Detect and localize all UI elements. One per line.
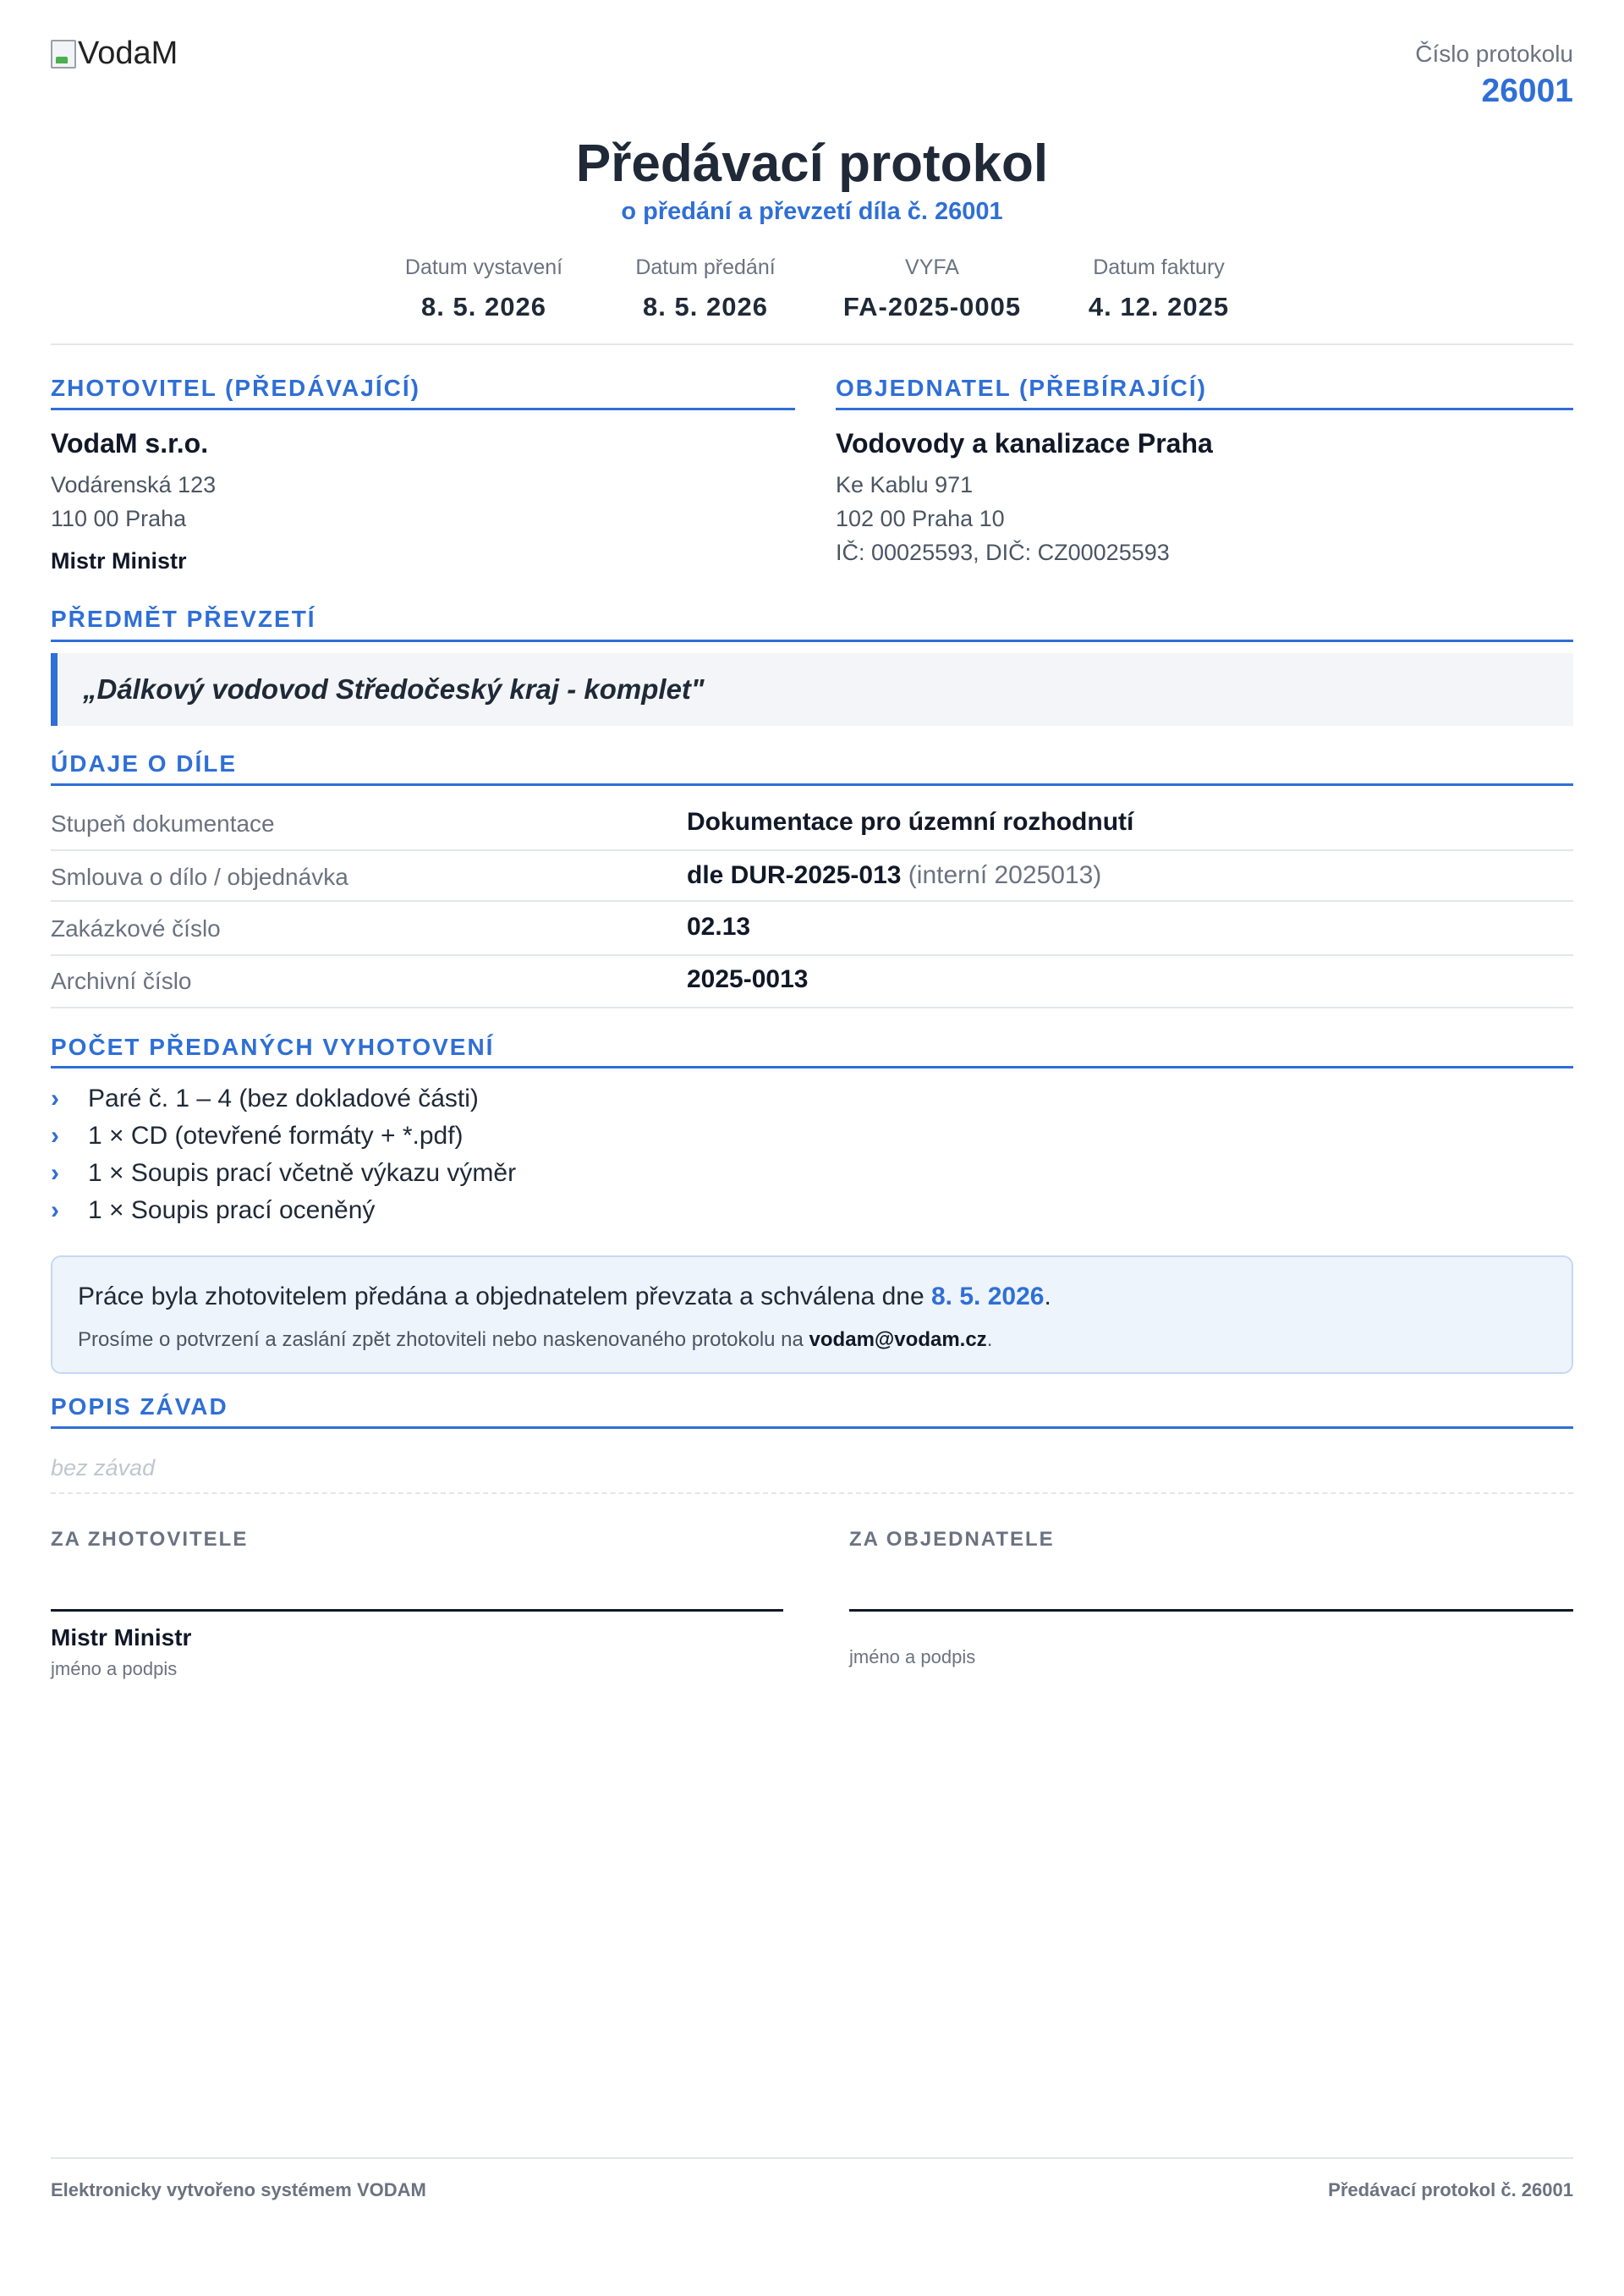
footer-divider [51, 2157, 1573, 2159]
meta-invoice-number [822, 255, 1042, 322]
copies-heading: POČET PŘEDANÝCH VYHOTOVENÍ [51, 1034, 495, 1060]
row-divider [51, 1007, 1573, 1008]
row-divider [51, 954, 1573, 956]
contact-email: vodam@vodam.cz [809, 1328, 987, 1351]
subject-text: „Dálkový vodovod Středočeský kraj - komplet" [83, 673, 705, 705]
protocol-number-label: Číslo protokolu [1415, 41, 1573, 67]
meta-handover-date [612, 255, 798, 322]
client-heading: OBJEDNATEL (PŘEBÍRAJÍCÍ) [836, 375, 1208, 401]
chevron-right-icon: › [51, 1085, 59, 1112]
meta-issue-date [391, 255, 577, 322]
approval-statement: Práce byla zhotovitelem předána a objednatelem převzata a schválena dne 8. 5. 2026. [78, 1283, 1051, 1310]
divider [51, 343, 1573, 345]
signature-caption: jméno a podpis [51, 1658, 178, 1679]
approval-date: 8. 5. 2026 [930, 1283, 1045, 1310]
client-signature-heading: ZA OBJEDNATELE [849, 1528, 1055, 1551]
work-row-value: Dokumentace pro územní rozhodnutí [687, 808, 1134, 836]
broken-image-icon [51, 40, 76, 69]
defects-text: bez závad [51, 1455, 156, 1480]
row-divider [51, 900, 1573, 902]
section-underline [836, 408, 1573, 410]
client-name: Vodovody a kanalizace Praha [836, 428, 1213, 459]
meta-value: 8. 5. 2026 [421, 292, 546, 321]
meta-value: 8. 5. 2026 [643, 292, 768, 321]
signature-line [51, 1609, 783, 1612]
meta-label: VYFA [905, 255, 959, 279]
meta-invoice-date [1066, 255, 1252, 322]
subject-box [51, 653, 1573, 726]
contractor-city: 110 00 Praha [51, 506, 187, 531]
section-underline [51, 1066, 1573, 1068]
document-subtitle: o předání a převzetí díla č. 26001 [621, 198, 1003, 225]
work-row-value: 02.13 [687, 913, 751, 941]
meta-label: Datum vystavení [404, 255, 563, 279]
work-row-label: Smlouva o dílo / objednávka [51, 864, 348, 890]
footer-left: Elektronicky vytvořeno systémem VODAM [51, 2179, 426, 2200]
work-row-label: Zakázkové číslo [51, 915, 221, 942]
confirmation-request: Prosíme o potvrzení a zaslání zpět zhotoviteli nebo naskenovaného protokolu na vodam@vodam.cz. [78, 1328, 993, 1351]
meta-value: 4. 12. 2025 [1088, 292, 1230, 321]
list-item: › Paré č. 1 – 4 (bez dokladové části) [51, 1085, 479, 1112]
list-item: › 1 × Soupis prací včetně výkazu výměr [51, 1159, 517, 1187]
contractor-contact: Mistr Ministr [51, 548, 187, 574]
defects-heading: POPIS ZÁVAD [51, 1393, 228, 1420]
approval-note [51, 1255, 1573, 1374]
protocol-number: 26001 [1481, 73, 1573, 109]
contractor-name: VodaM s.r.o. [51, 428, 209, 459]
meta-label: Datum faktury [1093, 255, 1225, 279]
document-title: Předávací protokol [575, 135, 1049, 193]
contractor-signatory: Mistr Ministr [51, 1624, 192, 1651]
footer-right: Předávací protokol č. 26001 [1328, 2179, 1573, 2200]
company-logo [51, 36, 178, 72]
section-underline [51, 640, 1573, 642]
section-underline [51, 783, 1573, 786]
signature-line [849, 1609, 1573, 1612]
client-ids: IČ: 00025593, DIČ: CZ00025593 [836, 540, 1170, 565]
section-underline [51, 1426, 1573, 1429]
meta-value: FA-2025-0005 [842, 292, 1022, 321]
work-row-value [687, 861, 1101, 890]
contractor-heading: ZHOTOVITEL (PŘEDÁVAJÍCÍ) [51, 375, 420, 401]
dashed-divider [51, 1492, 1573, 1494]
section-underline [51, 408, 795, 410]
logo-alt-text: VodaM [78, 36, 178, 71]
meta-label: Datum předání [635, 255, 776, 279]
work-row-value: 2025-0013 [687, 965, 809, 993]
internal-number: (interní 2025013) [908, 861, 1102, 889]
chevron-right-icon: › [51, 1159, 59, 1187]
contractor-street: Vodárenská 123 [51, 472, 217, 497]
subject-heading: PŘEDMĚT PŘEVZETÍ [51, 606, 316, 632]
row-divider [51, 849, 1573, 851]
list-item: › 1 × CD (otevřené formáty + *.pdf) [51, 1122, 464, 1150]
contractor-signature-heading: ZA ZHOTOVITELE [51, 1528, 249, 1551]
list-item: › 1 × Soupis prací oceněný [51, 1196, 376, 1224]
work-heading: ÚDAJE O DÍLE [51, 750, 238, 777]
work-row-label: Stupeň dokumentace [51, 810, 275, 837]
client-city: 102 00 Praha 10 [836, 506, 1005, 531]
chevron-right-icon: › [51, 1196, 59, 1224]
work-row-label: Archivní číslo [51, 968, 192, 994]
contract-number: dle DUR-2025-013 [687, 861, 902, 889]
signature-caption: jméno a podpis [849, 1646, 976, 1667]
client-street: Ke Kablu 971 [836, 472, 974, 497]
chevron-right-icon: › [51, 1122, 59, 1150]
